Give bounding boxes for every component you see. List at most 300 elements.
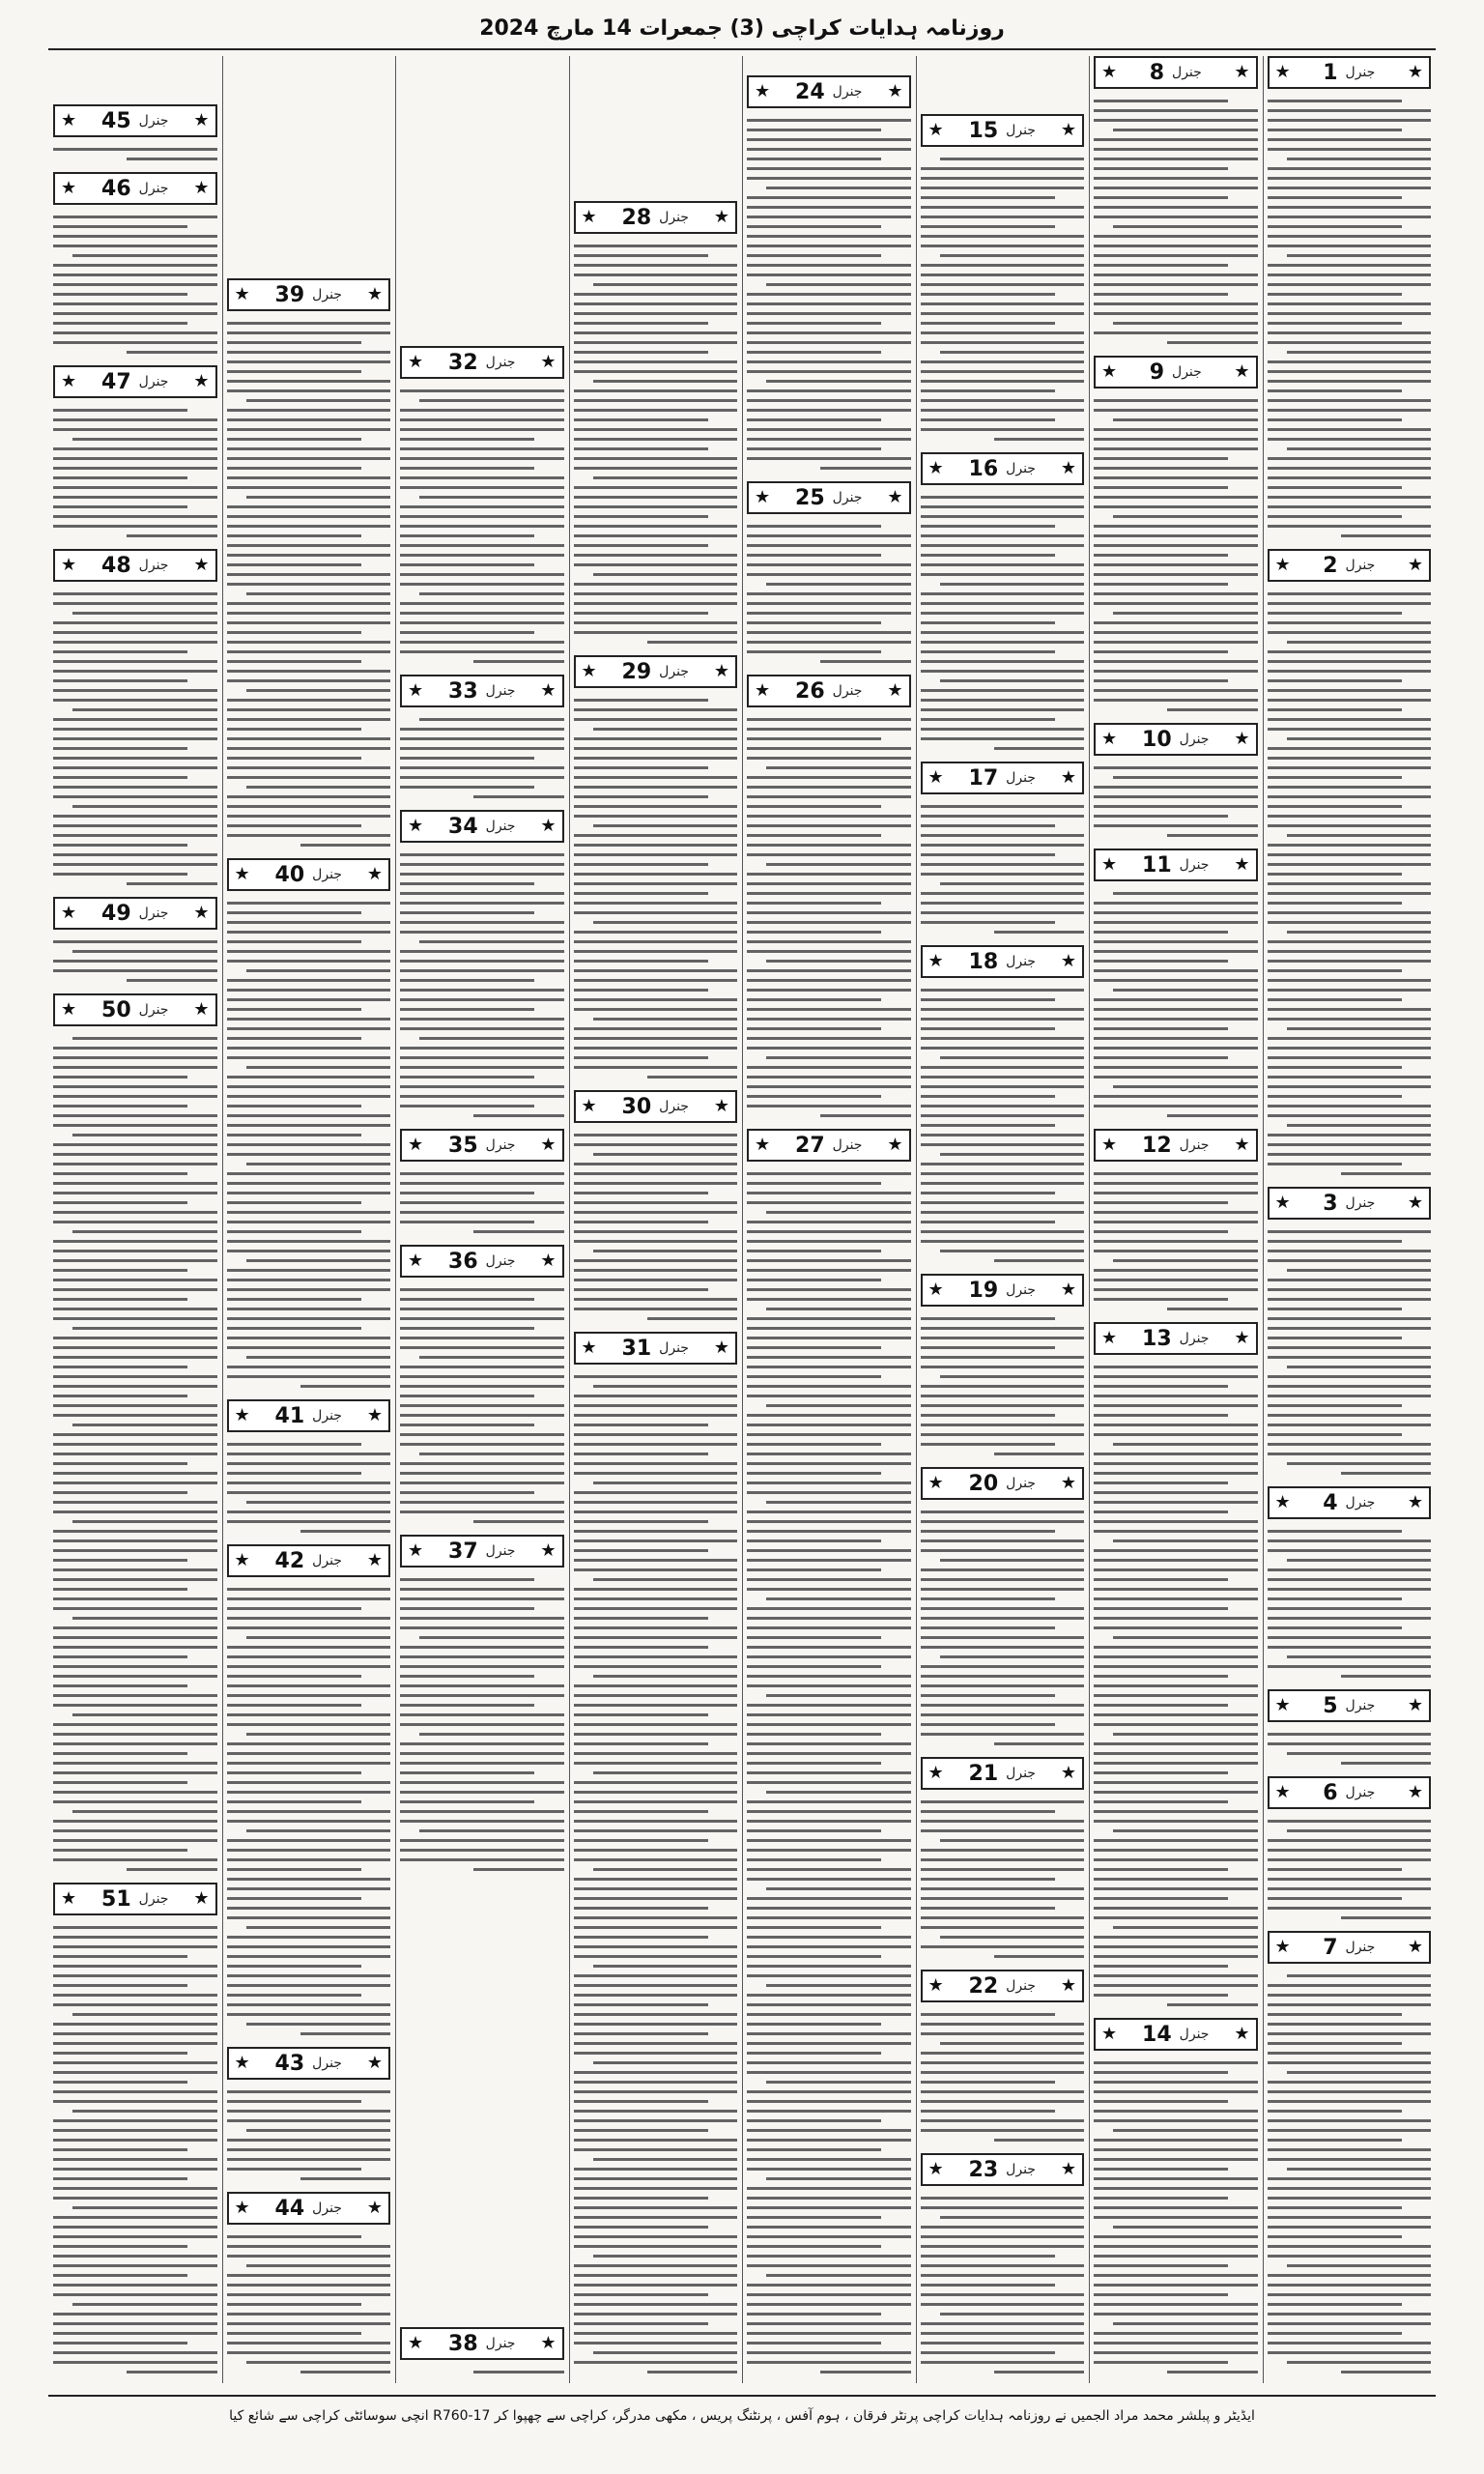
notice <box>574 201 738 649</box>
notice-number: 39 <box>274 282 305 307</box>
notice-header-box <box>1268 56 1432 89</box>
notice-heading <box>101 1887 168 1912</box>
notice-number: 20 <box>968 1471 999 1496</box>
notice-header-box <box>227 1399 391 1432</box>
notice-number: 10 <box>1142 727 1172 752</box>
star-icon: ★ <box>193 110 210 130</box>
notice-number: 12 <box>1142 1133 1172 1158</box>
star-icon: ★ <box>1101 62 1118 82</box>
star-icon: ★ <box>1234 854 1250 875</box>
notice-header-box <box>53 993 217 1026</box>
notice-body-text <box>921 982 1085 1268</box>
notice-body-text <box>921 1310 1085 1461</box>
notice-heading <box>622 206 689 230</box>
notice-number: 44 <box>274 2196 305 2221</box>
notice-number: 11 <box>1142 852 1172 877</box>
notice <box>400 1535 564 1877</box>
star-icon: ★ <box>887 81 903 101</box>
notice-number: 16 <box>968 456 999 481</box>
notice <box>53 365 217 543</box>
notice-header-box <box>400 1535 564 1568</box>
star-icon: ★ <box>1407 1937 1423 1957</box>
star-icon: ★ <box>1274 1695 1291 1715</box>
notice-heading <box>969 1472 1036 1496</box>
star-icon: ★ <box>540 352 556 372</box>
star-icon: ★ <box>755 487 771 507</box>
notice-column <box>569 56 743 2383</box>
notice-label: جنرل <box>312 2056 342 2071</box>
notice-label: جنرل <box>485 1253 516 1269</box>
star-icon: ★ <box>408 816 424 836</box>
notice-header-box <box>1268 549 1432 582</box>
notice <box>921 1757 1085 1964</box>
star-icon: ★ <box>408 680 424 701</box>
star-icon: ★ <box>928 1280 944 1300</box>
notice-heading <box>275 2052 342 2076</box>
footer <box>48 2395 1436 2435</box>
notice-label: جنرل <box>1345 1495 1376 1510</box>
star-icon: ★ <box>1274 1492 1291 1512</box>
notice-body-text <box>921 1794 1085 1964</box>
notice <box>227 2192 391 2379</box>
notice-column <box>395 56 569 2383</box>
notice <box>53 549 217 891</box>
notice-label: جنرل <box>832 683 863 699</box>
notice-label: جنرل <box>1179 1137 1210 1153</box>
notice-column <box>48 56 222 2383</box>
notice-header-box <box>1268 1187 1432 1220</box>
star-icon: ★ <box>1274 1937 1291 1957</box>
notice-heading <box>622 1095 689 1119</box>
notice-number: 46 <box>101 176 131 201</box>
star-icon: ★ <box>1407 1193 1423 1213</box>
notice-label: جنرل <box>659 1099 689 1114</box>
notice-body-text <box>53 934 217 988</box>
notice-heading <box>795 1134 862 1158</box>
star-icon: ★ <box>234 284 250 304</box>
star-icon: ★ <box>1101 1135 1118 1155</box>
star-icon: ★ <box>540 1135 556 1155</box>
notice-body-text <box>53 141 217 166</box>
notice-label: جنرل <box>659 664 689 679</box>
notice-number: 18 <box>968 949 999 974</box>
notice-heading <box>448 679 515 704</box>
notice-number: 32 <box>448 350 478 375</box>
notice-header-box <box>227 2047 391 2080</box>
notice-heading <box>1142 2023 1209 2047</box>
notice-body-text <box>1268 586 1432 1181</box>
notice-label: جنرل <box>485 819 516 834</box>
star-icon: ★ <box>1234 62 1250 82</box>
notice-number: 24 <box>795 79 825 104</box>
notice-number: 21 <box>968 1761 999 1786</box>
notice-body-text <box>1094 392 1258 717</box>
notice-heading <box>101 998 168 1022</box>
notice-number: 4 <box>1323 1490 1338 1515</box>
notice-label: جنرل <box>138 374 169 389</box>
star-icon: ★ <box>193 903 210 923</box>
notice-body-text <box>1268 1813 1432 1925</box>
star-icon: ★ <box>408 1540 424 1561</box>
notice-column <box>1089 56 1263 2383</box>
notice-heading <box>969 1974 1036 1999</box>
notice-heading <box>795 679 862 704</box>
column-divider <box>569 56 570 2383</box>
notice-heading <box>448 1539 515 1564</box>
notice-number: 51 <box>101 1886 131 1912</box>
notice <box>747 1129 911 2379</box>
notices-grid <box>48 56 1436 2383</box>
star-icon: ★ <box>1101 729 1118 749</box>
star-icon: ★ <box>1274 62 1291 82</box>
notice-body-text <box>227 895 391 1394</box>
notice-number: 37 <box>448 1539 478 1564</box>
star-icon: ★ <box>408 352 424 372</box>
star-icon: ★ <box>540 1251 556 1271</box>
notice <box>1094 56 1258 350</box>
notice-header-box <box>1268 1931 1432 1964</box>
notice <box>1268 1776 1432 1925</box>
notice-header-box <box>747 75 911 108</box>
notice-header-box <box>227 2192 391 2225</box>
notice-heading <box>101 370 168 394</box>
star-icon: ★ <box>61 999 77 1020</box>
star-icon: ★ <box>713 1338 729 1358</box>
notice-label: جنرل <box>312 2201 342 2216</box>
notice-label: جنرل <box>832 1137 863 1153</box>
star-icon: ★ <box>61 1888 77 1909</box>
column-divider <box>1263 56 1264 2383</box>
notice-heading <box>1142 728 1209 752</box>
notice-header-box <box>400 1129 564 1162</box>
notice-heading <box>101 177 168 201</box>
notice-header-box <box>574 1090 738 1123</box>
notice-number: 33 <box>448 678 478 704</box>
notice-label: جنرل <box>1345 1195 1376 1211</box>
star-icon: ★ <box>755 680 771 701</box>
notice-heading <box>275 283 342 307</box>
notice <box>400 810 564 1123</box>
notice-header-box <box>400 2327 564 2360</box>
notice-heading <box>1323 1192 1375 1216</box>
notice-header-box <box>574 201 738 234</box>
notice-number: 7 <box>1323 1935 1338 1960</box>
star-icon: ★ <box>1234 729 1250 749</box>
notice-label: جنرل <box>1179 732 1210 747</box>
notice <box>1268 1689 1432 1770</box>
star-icon: ★ <box>193 178 210 198</box>
notice-label: جنرل <box>832 490 863 505</box>
notice-number: 49 <box>101 901 131 926</box>
star-icon: ★ <box>1234 1328 1250 1348</box>
star-icon: ★ <box>1101 854 1118 875</box>
star-icon: ★ <box>581 1338 597 1358</box>
notice <box>227 858 391 1394</box>
notice-number: 35 <box>448 1133 478 1158</box>
star-icon: ★ <box>193 1888 210 1909</box>
notice-header-box <box>921 1970 1085 2002</box>
star-icon: ★ <box>193 555 210 575</box>
notice-heading <box>1323 61 1375 85</box>
notice-number: 27 <box>795 1133 825 1158</box>
notice-number: 23 <box>968 2157 999 2182</box>
star-icon: ★ <box>928 951 944 971</box>
notice-number: 14 <box>1142 2022 1172 2047</box>
notice-label: جنرل <box>1179 2027 1210 2042</box>
notice <box>574 1090 738 1326</box>
notice-column <box>222 56 396 2383</box>
notice-label: جنرل <box>485 683 516 699</box>
notice-number: 50 <box>101 997 131 1022</box>
star-icon: ★ <box>1234 2024 1250 2044</box>
notice-heading <box>1142 1327 1209 1351</box>
notice-header-box <box>400 346 564 379</box>
star-icon: ★ <box>366 1405 383 1425</box>
notice-number: 41 <box>274 1403 305 1428</box>
notice-label: جنرل <box>1345 1940 1376 1955</box>
notice-body-text <box>1268 1523 1432 1683</box>
notice <box>921 452 1085 756</box>
notice-body-text <box>574 1368 738 2379</box>
star-icon: ★ <box>540 2333 556 2353</box>
notice-number: 5 <box>1323 1693 1338 1718</box>
notice-label: جنرل <box>312 1408 342 1424</box>
notice-label: جنرل <box>1179 1331 1210 1346</box>
notice-header-box <box>400 675 564 707</box>
notice <box>400 346 564 669</box>
notice <box>921 1274 1085 1461</box>
notice-body-text <box>227 2084 391 2186</box>
notice-heading <box>275 2197 342 2221</box>
star-icon: ★ <box>581 207 597 227</box>
notice-body-text <box>400 847 564 1123</box>
notice-header-box <box>1268 1689 1432 1722</box>
notice-body-text <box>400 383 564 669</box>
notice <box>1268 1486 1432 1683</box>
notice-header-box <box>227 278 391 311</box>
notice-body-text <box>1094 1165 1258 1316</box>
star-icon: ★ <box>234 1405 250 1425</box>
notice-heading <box>969 457 1036 481</box>
notice-body-text <box>1094 93 1258 350</box>
notice-heading <box>795 486 862 510</box>
notice <box>400 1245 564 1529</box>
notice-label: جنرل <box>1006 461 1036 476</box>
notice-heading <box>275 1404 342 1428</box>
notice-body-text <box>1268 1223 1432 1481</box>
star-icon: ★ <box>713 207 729 227</box>
notice-label: جنرل <box>1345 1698 1376 1713</box>
star-icon: ★ <box>928 1473 944 1493</box>
notice-body-text <box>921 2006 1085 2147</box>
star-icon: ★ <box>234 1550 250 1570</box>
notice-body-text <box>921 798 1085 939</box>
notice-body-text <box>574 1127 738 1326</box>
notice-label: جنرل <box>1006 1476 1036 1491</box>
notice-number: 43 <box>274 2051 305 2076</box>
notice <box>747 75 911 475</box>
notice-number: 19 <box>968 1278 999 1303</box>
column-divider <box>916 56 917 2383</box>
star-icon: ★ <box>928 767 944 788</box>
star-icon: ★ <box>581 661 597 681</box>
notice-header-box <box>921 945 1085 978</box>
notice-heading <box>1323 1936 1375 1960</box>
notice-body-text <box>1094 2055 1258 2379</box>
notice-heading <box>795 80 862 104</box>
notice-number: 45 <box>101 108 131 133</box>
notice <box>921 114 1085 446</box>
notice-body-text <box>400 1281 564 1529</box>
star-icon: ★ <box>1274 1782 1291 1802</box>
notice <box>1268 1187 1432 1481</box>
notice <box>227 2047 391 2186</box>
star-icon: ★ <box>366 1550 383 1570</box>
star-icon: ★ <box>408 1135 424 1155</box>
notice-heading <box>448 2332 515 2356</box>
notice <box>400 1129 564 1239</box>
notice-heading <box>275 863 342 887</box>
notice-body-text <box>1268 1726 1432 1770</box>
star-icon: ★ <box>928 1763 944 1783</box>
notice-label: جنرل <box>1006 123 1036 138</box>
notice <box>53 897 217 988</box>
notice <box>574 655 738 1084</box>
notice-number: 22 <box>968 1973 999 1999</box>
notice-heading <box>969 2158 1036 2182</box>
notice-body-text <box>1094 885 1258 1123</box>
notice <box>921 762 1085 939</box>
notice-label: جنرل <box>138 1002 169 1018</box>
notice <box>921 2153 1085 2379</box>
notice-label: جنرل <box>138 181 169 196</box>
notice-number: 34 <box>448 814 478 839</box>
notice-number: 31 <box>621 1336 652 1361</box>
notice <box>400 2327 564 2379</box>
notice-header-box <box>574 1332 738 1365</box>
star-icon: ★ <box>193 999 210 1020</box>
star-icon: ★ <box>61 903 77 923</box>
notice-header-box <box>747 481 911 514</box>
notice-header-box <box>1268 1486 1432 1519</box>
notice <box>747 481 911 669</box>
notice-body-text <box>53 402 217 543</box>
notice-header-box <box>53 172 217 205</box>
notice-label: جنرل <box>659 1340 689 1356</box>
notice-header-box <box>921 1274 1085 1307</box>
notice-label: جنرل <box>1006 2162 1036 2177</box>
notice <box>921 1467 1085 1751</box>
notice-body-text <box>227 1436 391 1539</box>
star-icon: ★ <box>61 371 77 391</box>
notice-header-box <box>1094 1129 1258 1162</box>
notice-body-text <box>747 1165 911 2379</box>
notice-body-text <box>747 112 911 475</box>
star-icon: ★ <box>887 1135 903 1155</box>
notice-body-text <box>227 315 391 852</box>
notice-header-box <box>1094 1322 1258 1355</box>
notice-heading <box>448 815 515 839</box>
star-icon: ★ <box>928 458 944 478</box>
star-icon: ★ <box>540 1540 556 1561</box>
notice-heading <box>622 1337 689 1361</box>
column-divider <box>222 56 223 2383</box>
notice-body-text <box>53 1030 217 1877</box>
star-icon: ★ <box>366 2053 383 2073</box>
notice <box>1268 56 1432 543</box>
notice <box>1094 2018 1258 2379</box>
notice-body-text <box>400 711 564 804</box>
notice-header-box <box>921 762 1085 794</box>
notice-header-box <box>400 810 564 843</box>
notice-header-box <box>53 365 217 398</box>
notice-body-text <box>747 518 911 669</box>
notice-body-text <box>1268 1968 1432 2379</box>
notice-header-box <box>227 1544 391 1577</box>
notice <box>53 172 217 360</box>
notice-body-text <box>400 1571 564 1877</box>
column-divider <box>1089 56 1090 2383</box>
notice-header-box <box>921 452 1085 485</box>
notice-body-text <box>227 2229 391 2379</box>
notice-label: جنرل <box>1345 65 1376 80</box>
notice-body-text <box>227 1581 391 2041</box>
notice-body-text <box>921 489 1085 756</box>
notice-heading <box>1142 853 1209 877</box>
notice-header-box <box>747 1129 911 1162</box>
star-icon: ★ <box>1060 767 1076 788</box>
notice-header-box <box>53 104 217 137</box>
star-icon: ★ <box>366 284 383 304</box>
notice-label: جنرل <box>1172 65 1202 80</box>
star-icon: ★ <box>1060 951 1076 971</box>
star-icon: ★ <box>1407 555 1423 575</box>
star-icon: ★ <box>408 1251 424 1271</box>
notice-label: جنرل <box>138 558 169 573</box>
notice-heading <box>101 902 168 926</box>
notice <box>53 993 217 1877</box>
notice-number: 6 <box>1323 1780 1338 1805</box>
notice-body-text <box>921 151 1085 446</box>
notice-body-text <box>574 238 738 649</box>
notice-label: جنرل <box>1172 364 1202 380</box>
notice-header-box <box>400 1245 564 1278</box>
star-icon: ★ <box>1060 1975 1076 1996</box>
notice-column <box>916 56 1090 2383</box>
notice-label: جنرل <box>1345 558 1376 573</box>
star-icon: ★ <box>581 1096 597 1116</box>
notice-header-box <box>1268 1776 1432 1809</box>
star-icon: ★ <box>1060 120 1076 140</box>
notice <box>1094 1129 1258 1316</box>
notice-heading <box>969 766 1036 791</box>
notice-number: 47 <box>101 369 131 394</box>
star-icon: ★ <box>1060 1473 1076 1493</box>
notice-label: جنرل <box>138 113 169 129</box>
notice-label: جنرل <box>485 1543 516 1559</box>
star-icon: ★ <box>366 2198 383 2218</box>
star-icon: ★ <box>1060 1763 1076 1783</box>
notice-body-text <box>921 2190 1085 2379</box>
notice-number: 17 <box>968 765 999 791</box>
star-icon: ★ <box>1101 361 1118 382</box>
masthead <box>48 10 1436 50</box>
notice-label: جنرل <box>138 1891 169 1907</box>
imprint-line: ایڈیٹر و پبلشر محمد مراد الجمیں نے روزنامہ ہدایات کراچی پرنٹر فرقان ، ہوم آفس ، پرنٹنگ پریس ، مکھی مدرگر، کراچی سے چھپوا کر R760-17 انچی سوسائٹی کراچی سے شائع کیا <box>229 2408 1255 2424</box>
star-icon: ★ <box>234 2198 250 2218</box>
notice-header-box <box>1094 2018 1258 2051</box>
notice-heading <box>969 950 1036 974</box>
